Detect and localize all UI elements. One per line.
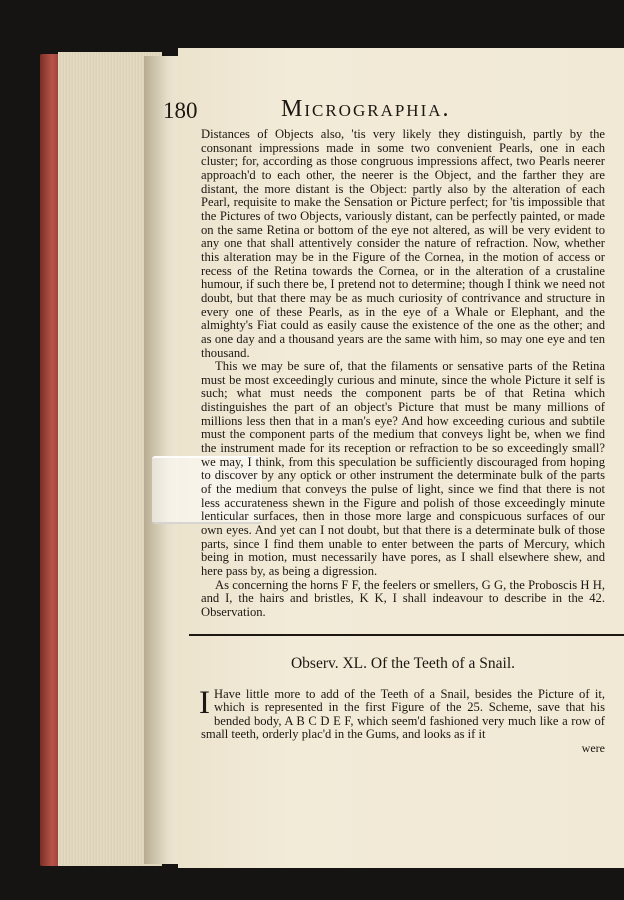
page-number: 180	[163, 98, 198, 123]
paragraph: Distances of Objects also, 'tis very likely they distinguish, partly by the consonant impressions made in some two convenient Pearls, one in each cluster; for, according as those congruous impressions affect, two Pearls neerer approach'd to each other, the neerer is the Object, and the farther they are distant, the more distant is the Object: partly also by the alteration of each Pearl, requisite to make the Sensation or Picture perfect; for 'tis impossible that the Pictures of two Objects, variously distant, can be perfectly painted, or made on the same Retina or bottom of the eye not altered, as will be very evident to any one that shall attentively consider the nature of refraction. Now, whether this alteration may be in the Figure of the Cornea, in the motion of access or recess of the Retina towards the Cornea, or in the alteration of a crustaline humour, if such there be, I pretend not to determine; though I think we need not doubt, but that there may be as much curiosity of contrivance and structure in every one of these Pearls, as in the eye of a Whale or Elephant, and the almighty's Fiat could as easily cause the existence of the one as the other; and as one day and a thousand years are the same with him, so may one eye and ten thousand.	[201, 127, 605, 360]
page-text	[163, 92, 605, 755]
paragraph: As concerning the horns F F, the feelers or smellers, G G, the Proboscis H H, and I, the hairs and bristles, K K, I shall indeavour to describe in the 42. Observation.	[201, 577, 605, 619]
paragraph: This we may be sure of, that the filaments or sensative parts of the Retina must be most exceedingly curious and minute, since the whole Picture it self is such; what must needs the component parts be of that Retina which distinguishes the part of an object's Picture that must be many millions of millions less then that in a man's eye? And how exceeding curious and subtile must the component parts of the medium that conveys light be, when we find the instrument made for its reception or refraction to be so exceedingly small? we may, I think, from this speculation be sufficiently discouraged from hoping to discover by any optick or other instrument the determinate bulk of the parts of the medium that conveys the pulse of light, since we find that there is not less accurateness shewn in the Figure and polish of those exceedingly minute lenticular surfaces, then in those more large and conspicuous surfaces of our own eyes. And yet can I not doubt, but that there is a determinate bulk of those parts, since I find them unable to enter between the parts of Mercury, which being in motion, must necessarily have pores, as I shall elsewhere shew, and here pass by, as being a digression.	[201, 359, 605, 578]
section-rule	[189, 634, 624, 636]
catchword: were	[581, 741, 605, 755]
running-title: Micrographia.	[281, 96, 451, 122]
section-paragraph: Have little more to add of the Teeth of a Snail, besides the Picture of it, which is represented in the first Figure of the 25. Scheme, save that his bended body, A B C D E F, which seem'd fashioned very much like a row of small teeth, orderly plac'd in the Gums, and looks as if it	[201, 686, 605, 742]
body-text	[201, 128, 605, 620]
page-header	[163, 92, 605, 128]
drop-cap: I	[199, 684, 210, 721]
section-heading: Observ. XL. Of the Teeth of a Snail.	[290, 654, 516, 672]
section-text	[199, 684, 605, 742]
